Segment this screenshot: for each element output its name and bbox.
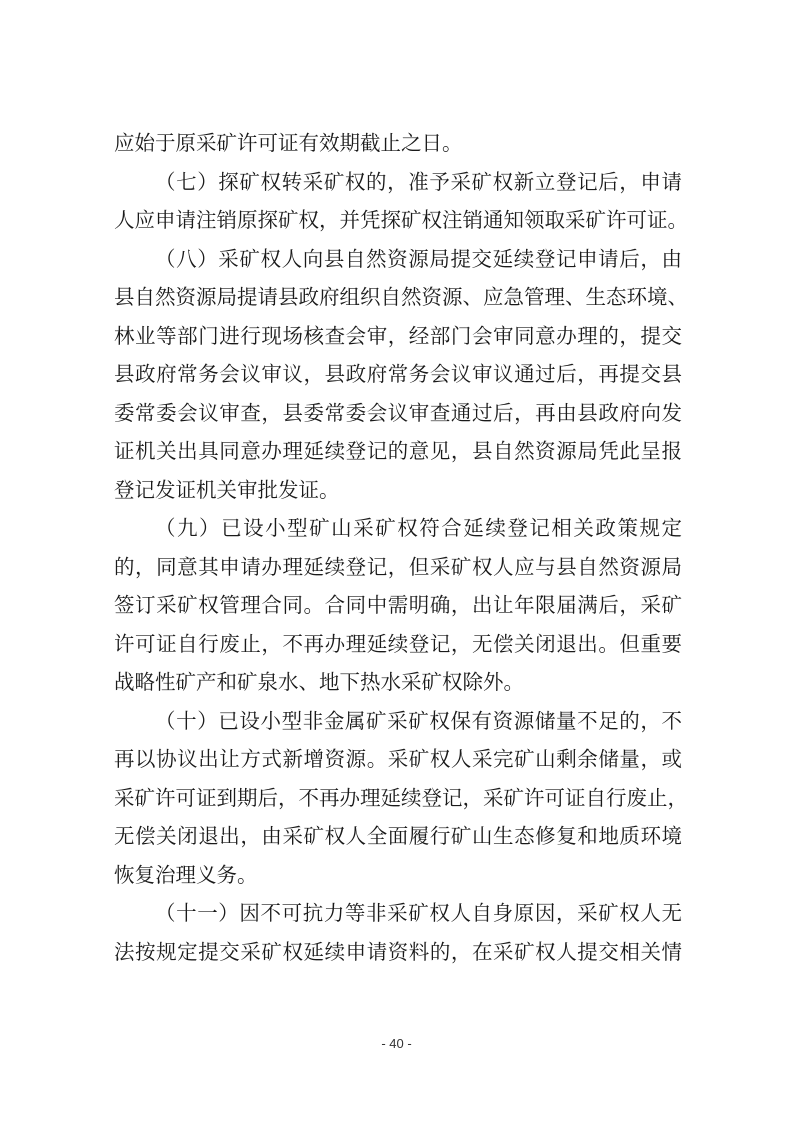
text-line: 应始于原采矿许可证有效期截止之日。	[114, 131, 463, 155]
text-line: 采矿许可证到期后，不再办理延续登记，采矿许可证自行废止，	[114, 785, 688, 810]
text-line: 无偿关闭退出，由采矿权人全面履行矿山生态修复和地质环境	[114, 824, 682, 848]
text-line: 委常委会议审查，县委常委会议审查通过后，再由县政府向发	[114, 400, 682, 425]
text-line: 法按规定提交采矿权延续申请资料的，在采矿权人提交相关情	[114, 939, 682, 964]
text-line: （八）采矿权人向县自然资源局提交延续登记申请后，由	[155, 246, 682, 271]
text-line: （七）探矿权转采矿权的，准予采矿权新立登记后，申请	[155, 169, 682, 194]
text-line: 许可证自行废止，不再办理延续登记，无偿关闭退出。但重要	[114, 631, 682, 656]
text-line: 人应申请注销原探矿权，并凭探矿权注销通知领取采矿许可证。	[114, 208, 688, 232]
text-line: 证机关出具同意办理延续登记的意见，县自然资源局凭此呈报	[114, 439, 682, 463]
text-line: 的，同意其申请办理延续登记，但采矿权人应与县自然资源局	[114, 554, 682, 579]
text-line: 再以协议出让方式新增资源。采矿权人采完矿山剩余储量，或	[114, 747, 682, 771]
body-text	[114, 124, 688, 971]
page-number: - 40 -	[381, 1036, 412, 1051]
text-line: 战略性矿产和矿泉水、地下热水采矿权除外。	[114, 670, 524, 694]
text-line: （十）已设小型非金属矿采矿权保有资源储量不足的，不	[155, 708, 682, 733]
text-line: 恢复治理义务。	[114, 862, 258, 887]
text-line: 县政府常务会议审议，县政府常务会议审议通过后，再提交县	[114, 362, 682, 386]
text-line: 林业等部门进行现场核查会审，经部门会审同意办理的，提交	[114, 323, 682, 348]
text-line: 登记发证机关审批发证。	[114, 477, 340, 502]
text-line: 签订采矿权管理合同。合同中需明确，出让年限届满后，采矿	[114, 593, 682, 617]
text-line: （九）已设小型矿山采矿权符合延续登记相关政策规定	[155, 516, 682, 540]
text-line: 县自然资源局提请县政府组织自然资源、应急管理、生态环境、	[114, 285, 688, 309]
text-line: （十一）因不可抗力等非采矿权人自身原因，采矿权人无	[155, 901, 682, 925]
